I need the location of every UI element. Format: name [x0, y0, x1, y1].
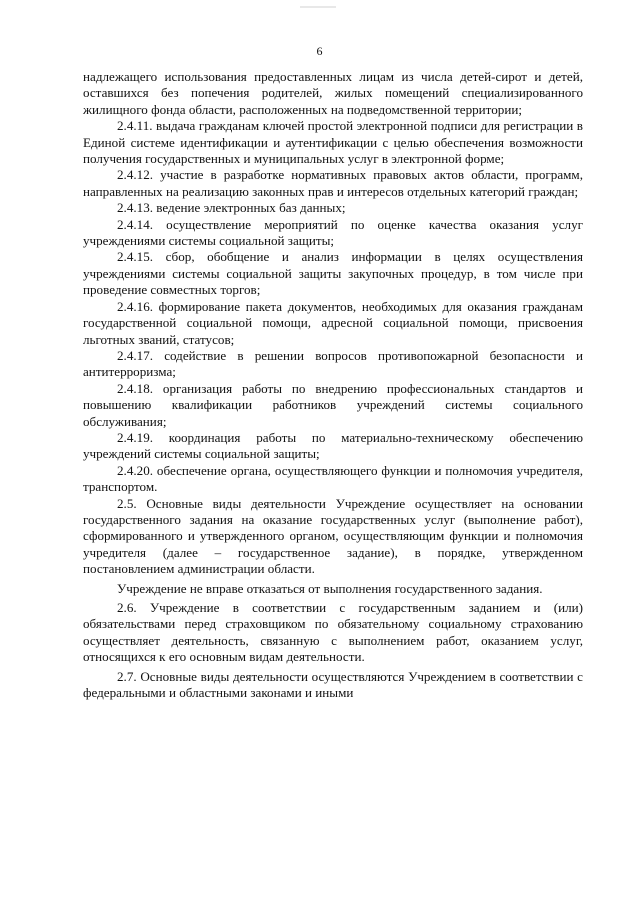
paragraph: 2.4.18. организация работы по внедрению профессиональных стандартов и повышению квалификации работников учреждений системы социального обслуживания;: [83, 380, 583, 429]
paragraph: 2.4.11. выдача гражданам ключей простой электронной подписи для регистрации в Единой системе идентификации и аутентификации с целью обеспечения возможности получения государственных и муниципальных услуг в электронной форме;: [83, 118, 583, 167]
scan-artifact: [300, 6, 336, 8]
document-body: [83, 69, 583, 701]
paragraph: 2.4.20. обеспечение органа, осуществляющего функции и полномочия учредителя, транспортом.: [83, 462, 583, 495]
paragraph: надлежащего использования предоставленных лицам из числа детей-сирот и детей, оставшихся без попечения родителей, жилых помещений специализированного жилищного фонда области, расположенных на подведомственной территории;: [83, 69, 583, 117]
paragraph: 2.7. Основные виды деятельности осуществляются Учреждением в соответствии с федеральными и областными законами и иными: [83, 668, 583, 701]
paragraph: 2.4.13. ведение электронных баз данных;: [117, 200, 346, 216]
paragraph: 2.4.16. формирование пакета документов, необходимых для оказания гражданам государственной социальной помощи, адресной социальной помощи, присвоения льготных званий, статусов;: [83, 298, 583, 347]
paragraph: 2.4.19. координация работы по материально-техническому обеспечению учреждений системы социальной защиты;: [83, 429, 583, 462]
paragraph: Учреждение не вправе отказаться от выполнения государственного задания.: [117, 580, 543, 596]
paragraph: 2.4.15. сбор, обобщение и анализ информации в целях осуществления учреждениями системы социальной защиты закупочных процедур, в том числе при проведение совместных торгов;: [83, 249, 583, 298]
paragraph: 2.4.14. осуществление мероприятий по оценке качества оказания услуг учреждениями системы социальной защиты;: [83, 216, 583, 249]
page-number: 6: [316, 44, 323, 58]
paragraph: 2.4.17. содействие в решении вопросов противопожарной безопасности и антитерроризма;: [83, 347, 583, 380]
paragraph: 2.6. Учреждение в соответствии с государственным заданием и (или) обязательствами перед страховщиком по обязательному социальному страхованию осуществляет деятельность, связанную с выполнением работ, оказанием услуг, относящихся к его основным видам деятельности.: [83, 600, 583, 665]
paragraph: 2.5. Основные виды деятельности Учреждение осуществляет на основании государственного задания на оказание государственных услуг (выполнение работ), сформированного и утвержденного органом, осуществляющим функции и полномочия учредителя (далее – государственное задание), в порядке, утвержденном постановлением администрации области.: [83, 495, 583, 577]
paragraph: 2.4.12. участие в разработке нормативных правовых актов области, программ, направленных на реализацию законных прав и интересов отдельных категорий граждан;: [83, 167, 583, 199]
